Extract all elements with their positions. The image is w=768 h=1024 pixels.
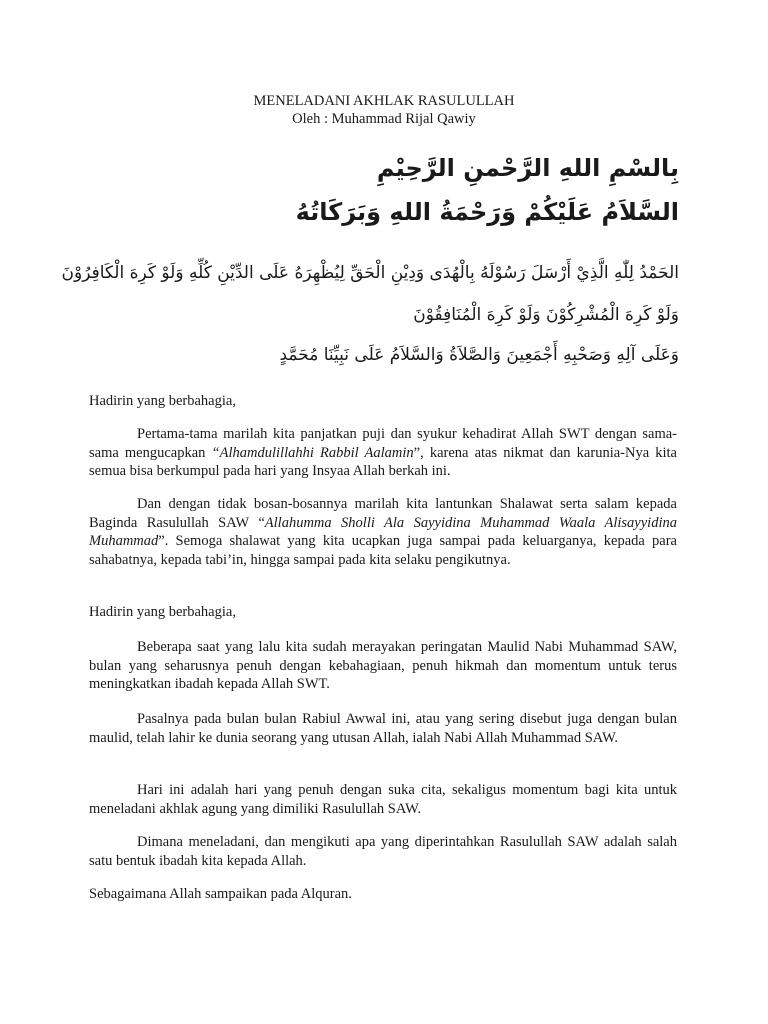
paragraph-1-after: , karena atas nikmat dan karunia-Nya kita semua bisa berkumpul pada hari yang Insyaa Allah berkah ini. xyxy=(89,444,677,479)
paragraph-1-before: Pertama-tama marilah kita panjatkan puji dan syukur kehadirat Allah SWT dengan sama-sama mengucapkan xyxy=(89,426,677,461)
paragraph-2-quote-open: “ xyxy=(258,514,265,531)
arabic-hamd-line-1: الحَمْدُ لِلّٰهِ الَّذِيْ أَرْسَلَ رَسُوْلَهُ بِالْهُدَى وَدِيْنِ الْحَقِّ لِيُظْهِرَهُ عَلَى الدِّيْنِ كُلِّهِ وَلَوْ كَرِهَ الْكَافِرُوْنَ xyxy=(61,263,679,283)
paragraph-2-before: Dan dengan tidak bosan-bosannya marilah kita lantunkan Shalawat serta salam kepada Baginda Rasulullah SAW xyxy=(89,496,677,531)
title-block xyxy=(0,92,768,128)
closing-line: Sebagaimana Allah sampaikan pada Alquran. xyxy=(89,886,352,902)
paragraph-6: Dimana meneladani, dan mengikuti apa yang diperintahkan Rasulullah SAW adalah salah satu bentuk ibadah kita kepada Allah. xyxy=(89,834,677,869)
document-title: MENELADANI AKHLAK RASULULLAH xyxy=(253,93,515,109)
arabic-hamd-line-2: وَلَوْ كَرِهَ الْمُشْرِكُوْنَ وَلَوْ كَرِهَ الْمُنَافِقُوْنَ xyxy=(413,305,679,325)
paragraph-2 xyxy=(89,495,677,569)
paragraph-2-after: . Semoga shalawat yang kita ucapkan juga sampai pada keluarganya, kepada para sahabatnya, kepada tabi’in, hingga sampai pada kita selaku pengikutnya. xyxy=(89,533,677,568)
paragraph-2-quote-close: ” xyxy=(158,533,165,549)
author-line: Oleh : Muhammad Rijal Qawiy xyxy=(292,111,476,127)
arabic-salam: السَّلاَمُ عَلَيْكُمْ وَرَحْمَةُ اللهِ وَبَرَكَاتُهُ xyxy=(295,198,679,226)
paragraph-1 xyxy=(89,425,677,481)
paragraph-4: Pasalnya pada bulan bulan Rabiul Awwal ini, atau yang sering disebut juga dengan bulan maulid, telah lahir ke dunia seorang yang utusan Allah, ialah Nabi Allah Muhammad SAW. xyxy=(89,711,677,746)
paragraph-2-quote: Allahumma Sholli Ala Sayyidina Muhammad Waala Alisayyidina Muhammad xyxy=(89,514,677,549)
paragraph-1-quote: Alhamdulillahhi Rabbil Aalamin xyxy=(219,444,414,461)
arabic-hamd-line-3: وَعَلَى آلِهِ وَصَحْبِهِ أَجْمَعِينَ وَالصَّلاَةُ وَالسَّلاَمُ عَلَى نَبِيِّنَا مُحَمَّدٍ xyxy=(279,345,679,365)
paragraph-1-quote-close: ” xyxy=(413,444,421,461)
paragraph-3: Beberapa saat yang lalu kita sudah merayakan peringatan Maulid Nabi Muhammad SAW, bulan yang seharusnya penuh dengan kebahagiaan, penuh hikmah dan momentum untuk terus meningkatkan ibadah kepada Allah SWT. xyxy=(89,639,677,692)
paragraph-5: Hari ini adalah hari yang penuh dengan suka cita, sekaligus momentum bagi kita untuk meneladani akhlak agung yang dimiliki Rasulullah SAW. xyxy=(89,782,677,817)
paragraph-1-quote-open: “ xyxy=(211,444,220,461)
greeting-1: Hadirin yang berbahagia, xyxy=(89,393,236,409)
greeting-2: Hadirin yang berbahagia, xyxy=(89,604,236,620)
arabic-basmala: بِالسْمِ اللهِ الرَّحْمنِ الرَّحِيْمِ xyxy=(376,154,679,182)
